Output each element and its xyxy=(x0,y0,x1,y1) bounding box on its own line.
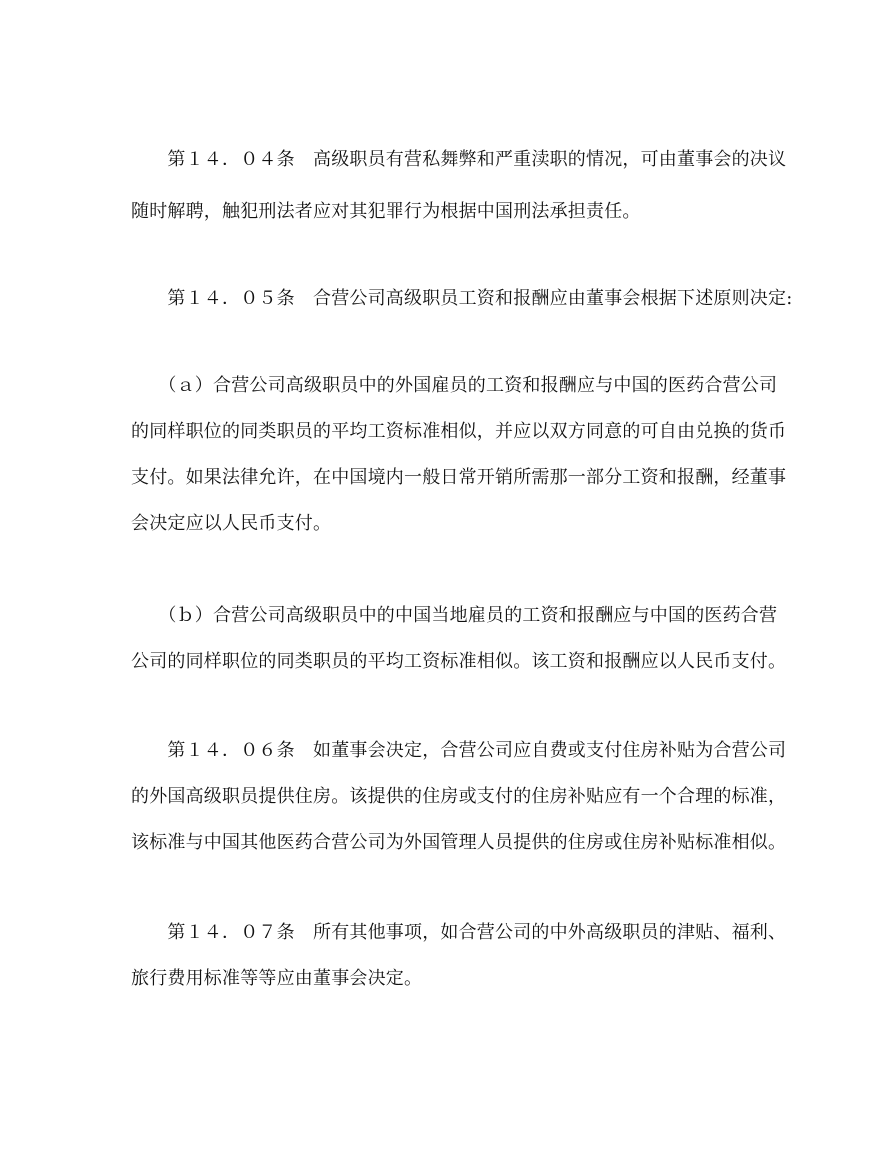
article-14-05-line-1: 第１４．０５条 合营公司高级职员工资和报酬应由董事会根据下述原则决定: xyxy=(131,288,793,309)
article-14-07-line-1: 第１４．０７条 所有其他事项，如合营公司的中外高级职员的津贴、福利、 xyxy=(131,922,787,943)
article-14-06-line-3: 该标准与中国其他医药合营公司为外国管理人员提供的住房或住房补贴标准相似。 xyxy=(131,832,787,853)
clause-a-line-2: 的同样职位的同类职员的平均工资标准相似，并应以双方同意的可自由兑换的货币 xyxy=(131,421,787,442)
article-14-04-line-2: 随时解聘，触犯刑法者应对其犯罪行为根据中国刑法承担责任。 xyxy=(131,201,641,222)
clause-a-line-4: 会决定应以人民币支付。 xyxy=(131,513,332,534)
article-14-04-line-1: 第１４．０４条 高级职员有营私舞弊和严重渎职的情况，可由董事会的决议 xyxy=(131,149,787,170)
article-14-07-line-2: 旅行费用标准等等应由董事会决定。 xyxy=(131,968,423,989)
article-14-06-line-2: 的外国高级职员提供住房。该提供的住房或支付的住房补贴应有一个合理的标准， xyxy=(131,786,787,807)
clause-b-line-1: （ｂ）合营公司高级职员中的中国当地雇员的工资和报酬应与中国的医药合营 xyxy=(131,605,778,626)
clause-a-line-1: （ａ）合营公司高级职员中的外国雇员的工资和报酬应与中国的医药合营公司 xyxy=(131,375,778,396)
clause-a-line-3: 支付。如果法律允许，在中国境内一般日常开销所需那一部分工资和报酬，经董事 xyxy=(131,467,787,488)
clause-b-line-2: 公司的同样职位的同类职员的平均工资标准相似。该工资和报酬应以人民币支付。 xyxy=(131,651,787,672)
article-14-06-line-1: 第１４．０６条 如董事会决定，合营公司应自费或支付住房补贴为合营公司 xyxy=(131,740,787,761)
